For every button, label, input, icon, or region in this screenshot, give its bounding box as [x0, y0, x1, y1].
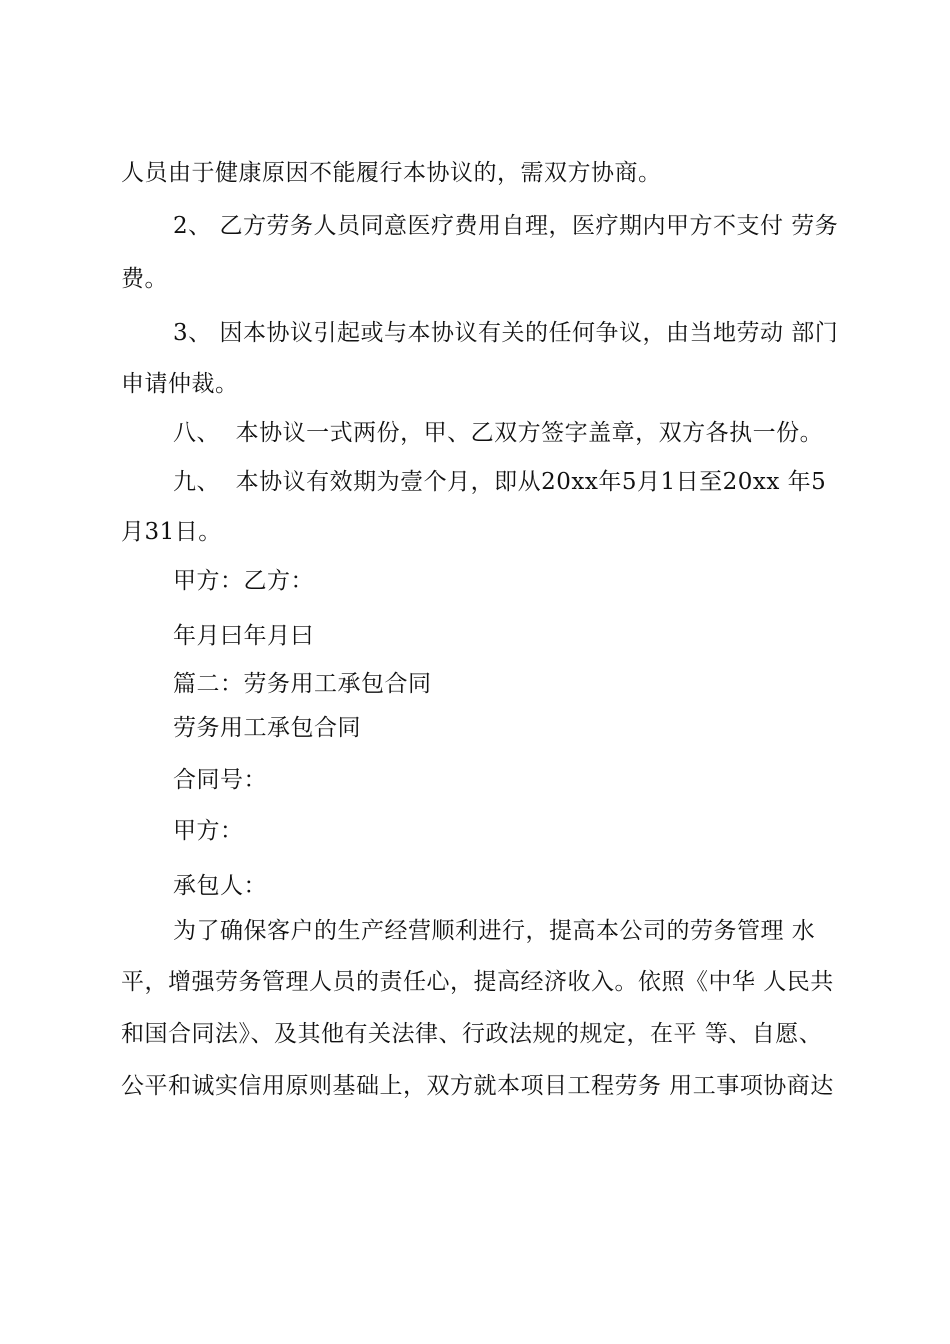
text-line: 费。: [121, 266, 168, 292]
text-line: 公平和诚实信用原则基础上，双方就本项目工程劳务 用工事项协商达: [121, 1073, 834, 1099]
contractor-label: 承包人：: [173, 873, 267, 899]
party-a-label: 甲方：: [173, 818, 244, 844]
text-line: 和国合同法》、及其他有关法律、行政法规的规定，在平 等、自愿、: [121, 1021, 823, 1047]
text-line: 八、 本协议一式两份，甲、乙双方签字盖章，双方各执一份。: [173, 420, 824, 446]
text-line: 为了确保客户的生产经营顺利进行，提高本公司的劳务管理 水: [173, 918, 816, 944]
section-heading: 篇二：劳务用工承包合同: [173, 671, 432, 697]
text-line: 申请仲裁。: [121, 371, 239, 397]
contract-number-label: 合同号：: [173, 767, 267, 793]
text-line: 平，增强劳务管理人员的责任心，提高经济收入。依照《中华 人民共: [121, 969, 834, 995]
signature-dates-line: 年月曰年月曰: [173, 623, 314, 649]
text-line: 2、 乙方劳务人员同意医疗费用自理，医疗期内甲方不支付 劳务: [173, 213, 839, 239]
text-line: 九、 本协议有效期为壹个月，即从20xx年5月1日至20xx 年5: [173, 469, 827, 495]
text-line: 3、 因本协议引起或与本协议有关的任何争议，由当地劳动 部门: [173, 320, 839, 346]
text-line: 人员由于健康原因不能履行本协议的，需双方协商。: [121, 160, 662, 186]
contract-title: 劳务用工承包合同: [173, 715, 361, 741]
signature-parties-line: 甲方：乙方：: [173, 568, 314, 594]
text-line: 月31日。: [121, 519, 222, 545]
